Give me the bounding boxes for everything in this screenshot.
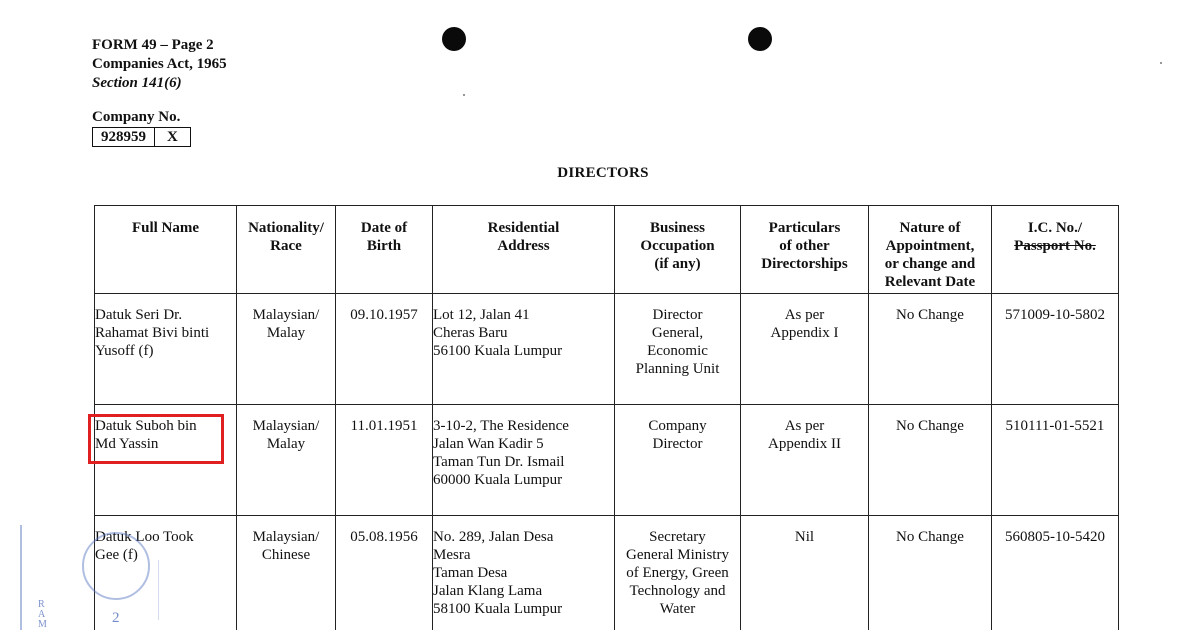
cell-nationality: Malaysian/ Malay <box>237 405 336 516</box>
cell-address: Lot 12, Jalan 41 Cheras Baru 56100 Kuala Lumpur <box>433 294 615 405</box>
cell-dob: 11.01.1951 <box>336 405 433 516</box>
table-header-row <box>95 206 1119 294</box>
company-number: 928959 <box>93 128 155 146</box>
cell-full-name: Datuk Loo Took Gee (f) <box>95 516 237 630</box>
stamp-text: R A M <box>38 599 47 630</box>
cell-appointment: No Change <box>869 516 992 630</box>
name-highlight-box <box>88 414 224 464</box>
cell-address: No. 289, Jalan Desa Mesra Taman Desa Jalan Klang Lama 58100 Kuala Lumpur <box>433 516 615 630</box>
official-stamp-seal <box>82 532 150 600</box>
form-header <box>92 36 227 93</box>
header-date-of-birth: Date of Birth <box>336 206 433 294</box>
directors-table <box>94 205 1119 630</box>
cell-appointment: No Change <box>869 405 992 516</box>
header-business-occupation: Business Occupation (if any) <box>615 206 741 294</box>
cell-dob: 09.10.1957 <box>336 294 433 405</box>
company-number-suffix: X <box>167 129 178 145</box>
cell-directorships: As per Appendix II <box>741 405 869 516</box>
stamp-border-line <box>20 525 22 630</box>
cell-ic: 510111-01-5521 <box>992 405 1119 516</box>
punch-hole-right <box>748 27 772 51</box>
passport-struck: Passport No. <box>1014 238 1096 254</box>
company-number-label: Company No. <box>92 109 181 125</box>
cell-ic: 560805-10-5420 <box>992 516 1119 630</box>
cell-occupation: Secretary General Ministry of Energy, Green Technology and Water <box>615 516 741 630</box>
punch-hole-left <box>442 27 466 51</box>
scan-speck <box>463 94 465 96</box>
table-row <box>95 516 1119 630</box>
header-residential-address: Residential Address <box>433 206 615 294</box>
form-title: FORM 49 – Page 2 <box>92 37 214 53</box>
section-title: DIRECTORS <box>557 165 649 181</box>
cell-dob: 05.08.1956 <box>336 516 433 630</box>
header-nature-of-appointment: Nature of Appointment, or change and Relevant Date <box>869 206 992 294</box>
cell-occupation: Director General, Economic Planning Unit <box>615 294 741 405</box>
cell-occupation: Company Director <box>615 405 741 516</box>
header-ic-passport: I.C. No./ Passport No. <box>992 206 1119 294</box>
table-row <box>95 294 1119 405</box>
header-other-directorships: Particulars of other Directorships <box>741 206 869 294</box>
table-row <box>95 405 1119 516</box>
header-full-name: Full Name <box>95 206 237 294</box>
header-nationality-race: Nationality/ Race <box>237 206 336 294</box>
scan-speck <box>1160 62 1162 64</box>
cell-ic: 571009-10-5802 <box>992 294 1119 405</box>
company-number-box <box>92 127 191 147</box>
cell-appointment: No Change <box>869 294 992 405</box>
form-section: Section 141(6) <box>92 75 182 91</box>
stamp-faint-mark <box>158 560 195 620</box>
cell-nationality: Malaysian/ Chinese <box>237 516 336 630</box>
cell-address: 3-10-2, The Residence Jalan Wan Kadir 5 Taman Tun Dr. Ismail 60000 Kuala Lumpur <box>433 405 615 516</box>
form-act: Companies Act, 1965 <box>92 56 227 72</box>
stamp-number: 2 <box>112 610 120 626</box>
cell-full-name: Datuk Suboh bin Md Yassin <box>95 405 237 516</box>
cell-directorships: As per Appendix I <box>741 294 869 405</box>
cell-full-name: Datuk Seri Dr. Rahamat Bivi binti Yusoff (f) <box>95 294 237 405</box>
cell-directorships: Nil <box>741 516 869 630</box>
cell-nationality: Malaysian/ Malay <box>237 294 336 405</box>
